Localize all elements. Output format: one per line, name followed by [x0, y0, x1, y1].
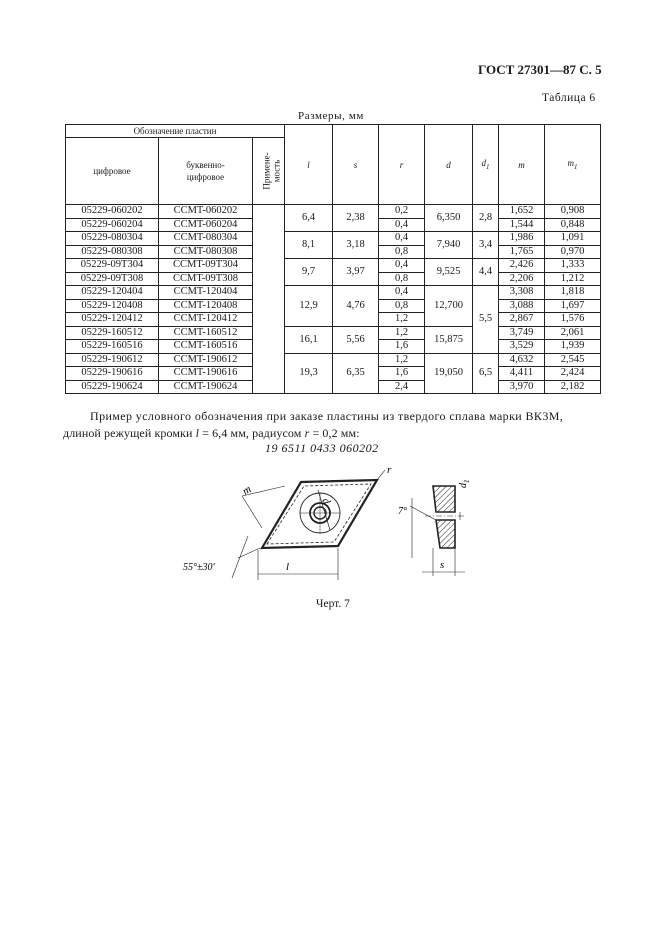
cell-alpha: CCMT-120412 [159, 313, 253, 327]
paragraph-line1: Пример условного обозначения при заказе пластины из твердого сплава марки ВК3М, [90, 409, 564, 423]
cell-m1: 1,091 [545, 232, 601, 246]
cell-l: 9,7 [285, 259, 333, 286]
table-row [66, 205, 601, 219]
header-alpha-line1: буквенно- [186, 160, 225, 170]
m-extension-line [242, 496, 262, 528]
angle-ext-line [232, 536, 248, 578]
header-l: l [285, 125, 333, 205]
label-m: m [240, 483, 254, 498]
header-d1-letter: d [481, 157, 486, 168]
dimensions-note: Размеры, мм [298, 110, 364, 122]
cell-m1: 1,576 [545, 313, 601, 327]
label-d1-sub: 1 [463, 479, 471, 483]
cell-m1: 0,908 [545, 205, 601, 219]
cell-r: 0,8 [379, 272, 425, 286]
cell-code: 05229-09T304 [66, 259, 159, 273]
cell-d1: 2,8 [473, 205, 499, 232]
cell-m1: 2,182 [545, 380, 601, 394]
cell-r: 0,4 [379, 232, 425, 246]
cell-r: 0,4 [379, 286, 425, 300]
section-lower [436, 520, 455, 548]
cell-m1: 1,818 [545, 286, 601, 300]
cell-m: 1,986 [499, 232, 545, 246]
example-designation: 19 6511 0433 060202 [265, 441, 379, 455]
cell-alpha: CCMT-160512 [159, 326, 253, 340]
cell-m1: 2,424 [545, 367, 601, 381]
table-row [66, 259, 601, 273]
cell-r: 0,8 [379, 245, 425, 259]
cell-alpha: CCMT-080304 [159, 232, 253, 246]
cell-code: 05229-080308 [66, 245, 159, 259]
cell-r: 1,2 [379, 353, 425, 367]
paragraph-text-c: = 0,2 мм: [309, 426, 360, 440]
cell-s: 3,97 [333, 259, 379, 286]
header-d1 [473, 125, 499, 205]
cell-m1: 2,545 [545, 353, 601, 367]
cell-m: 2,426 [499, 259, 545, 273]
cell-code: 05229-190616 [66, 367, 159, 381]
header-m1 [545, 125, 601, 205]
cell-d1: 6,5 [473, 353, 499, 394]
cell-code: 05229-060204 [66, 218, 159, 232]
label-angle7: 7° [398, 506, 407, 517]
cell-code: 05229-120412 [66, 313, 159, 327]
cell-d: 15,875 [425, 326, 473, 353]
cell-s: 5,56 [333, 326, 379, 353]
table-row [66, 286, 601, 300]
cell-m: 3,529 [499, 340, 545, 354]
header-m: m [499, 125, 545, 205]
cell-d: 19,050 [425, 353, 473, 394]
cell-alpha: CCMT-080308 [159, 245, 253, 259]
cell-m: 1,544 [499, 218, 545, 232]
cell-code: 05229-190612 [66, 353, 159, 367]
r-leader [377, 470, 385, 480]
cell-d1: 4,4 [473, 259, 499, 286]
header-m1-letter: m [567, 157, 574, 168]
cell-m: 1,765 [499, 245, 545, 259]
cell-m: 2,867 [499, 313, 545, 327]
cell-applicability [253, 205, 285, 394]
label-d1 [458, 480, 471, 489]
cell-d: 9,525 [425, 259, 473, 286]
example-paragraph [63, 408, 595, 440]
cell-m: 1,652 [499, 205, 545, 219]
page-header: ГОСТ 27301—87 С. 5 [478, 62, 602, 77]
cell-alpha: CCMT-09T308 [159, 272, 253, 286]
label-s: s [440, 559, 445, 571]
cell-m: 2,206 [499, 272, 545, 286]
label-d: d [319, 496, 333, 507]
cell-m: 3,308 [499, 286, 545, 300]
insert-plan-view [183, 464, 392, 580]
cell-code: 05229-190624 [66, 380, 159, 394]
cell-m: 4,632 [499, 353, 545, 367]
cell-r: 1,6 [379, 340, 425, 354]
cell-r: 0,8 [379, 299, 425, 313]
paragraph-symbol-r: r [304, 426, 310, 440]
figure-caption: Черт. 7 [316, 598, 350, 610]
cell-alpha: CCMT-190624 [159, 380, 253, 394]
header-d: d [425, 125, 473, 205]
cell-alpha: CCMT-120404 [159, 286, 253, 300]
header-alpha [159, 138, 253, 205]
cell-alpha: CCMT-060204 [159, 218, 253, 232]
header-r: r [379, 125, 425, 205]
cell-m1: 2,061 [545, 326, 601, 340]
cell-l: 19,3 [285, 353, 333, 394]
cell-s: 6,35 [333, 353, 379, 394]
cell-r: 0,2 [379, 205, 425, 219]
cell-l: 12,9 [285, 286, 333, 327]
paragraph-text-a: длиной режущей кромки [63, 426, 196, 440]
paragraph-symbol-l: l [195, 426, 200, 440]
table-row [66, 232, 601, 246]
cell-m1: 1,212 [545, 272, 601, 286]
header-applicability [253, 138, 285, 205]
cell-alpha: CCMT-120408 [159, 299, 253, 313]
cell-r: 0,4 [379, 218, 425, 232]
cell-d: 7,940 [425, 232, 473, 259]
cell-code: 05229-060202 [66, 205, 159, 219]
header-designation: Обозначение пластин [66, 125, 285, 138]
label-angle: 55°±30′ [183, 562, 215, 573]
cell-alpha: CCMT-190616 [159, 367, 253, 381]
cell-d: 6,350 [425, 205, 473, 232]
label-d1-letter: d [458, 483, 469, 488]
header-apply-line1: Примене- [261, 151, 272, 190]
cell-d1: 5,5 [473, 286, 499, 354]
cell-m1: 1,333 [545, 259, 601, 273]
cell-code: 05229-160512 [66, 326, 159, 340]
cell-code: 05229-120404 [66, 286, 159, 300]
insert-drawing [170, 464, 471, 596]
cell-r: 0,4 [379, 259, 425, 273]
paragraph-text-b: = 6,4 мм, радиусом [199, 426, 305, 440]
cell-l: 8,1 [285, 232, 333, 259]
table-row [66, 353, 601, 367]
cell-s: 4,76 [333, 286, 379, 327]
header-alpha-line2: цифровое [186, 172, 225, 182]
insert-outline [262, 480, 377, 548]
cell-m1: 0,970 [545, 245, 601, 259]
insert-dimensions-table [65, 124, 601, 394]
cell-m: 4,411 [499, 367, 545, 381]
cell-alpha: CCMT-190612 [159, 353, 253, 367]
section-upper [433, 486, 455, 512]
cell-m1: 1,939 [545, 340, 601, 354]
paragraph-line2 [63, 425, 360, 442]
cell-l: 16,1 [285, 326, 333, 353]
header-code: цифровое [66, 138, 159, 205]
cell-m1: 0,848 [545, 218, 601, 232]
cell-d1: 3,4 [473, 232, 499, 259]
cell-r: 2,4 [379, 380, 425, 394]
label-r: r [387, 464, 392, 476]
cell-alpha: CCMT-060202 [159, 205, 253, 219]
cell-alpha: CCMT-160516 [159, 340, 253, 354]
cell-m: 3,088 [499, 299, 545, 313]
label-l: l [286, 561, 290, 573]
cell-m: 3,749 [499, 326, 545, 340]
angle7-line [410, 506, 436, 520]
insert-section-view [398, 480, 471, 577]
cell-code: 05229-120408 [66, 299, 159, 313]
cell-m1: 1,697 [545, 299, 601, 313]
table-row [66, 326, 601, 340]
cell-r: 1,2 [379, 313, 425, 327]
cell-code: 05229-160516 [66, 340, 159, 354]
header-apply-line2: мость [271, 159, 282, 182]
cell-r: 1,6 [379, 367, 425, 381]
cell-alpha: CCMT-09T304 [159, 259, 253, 273]
cell-s: 3,18 [333, 232, 379, 259]
header-m1-sub: 1 [574, 162, 578, 171]
table-number: Таблица 6 [542, 92, 596, 104]
cell-m: 3,970 [499, 380, 545, 394]
cell-d: 12,700 [425, 286, 473, 327]
cell-l: 6,4 [285, 205, 333, 232]
cell-code: 05229-09T308 [66, 272, 159, 286]
cell-s: 2,38 [333, 205, 379, 232]
cell-code: 05229-080304 [66, 232, 159, 246]
header-d1-sub: 1 [486, 162, 490, 171]
header-s: s [333, 125, 379, 205]
table-body [66, 205, 601, 394]
cell-r: 1,2 [379, 326, 425, 340]
